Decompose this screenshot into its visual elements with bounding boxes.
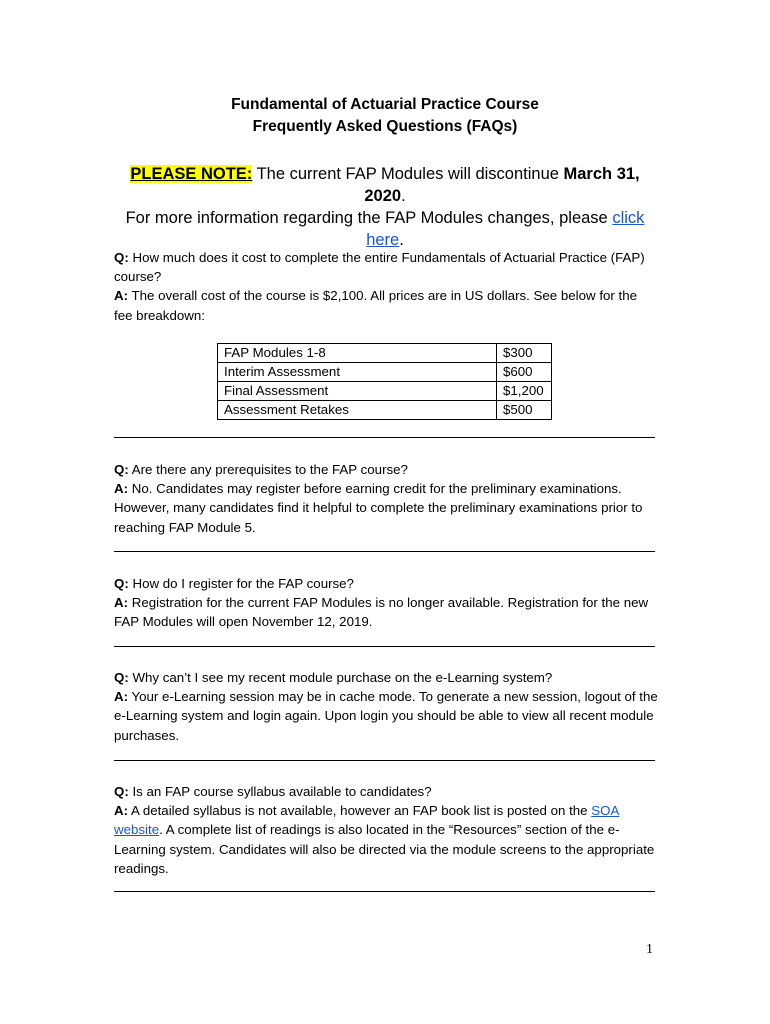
faq-question: Is an FAP course syllabus available to candidates? [128,784,432,799]
fee-price: $500 [497,401,552,420]
fee-breakdown-table [217,343,552,420]
table-row [218,401,552,420]
faq-question: Why can’t I see my recent module purchase on the e-Learning system? [128,670,553,685]
discontinuation-notice: PLEASE NOTE: The current FAP Modules will discontinue March 31, 2020. For more information regarding the FAP Modules changes, please click here. [125,165,645,249]
fee-price: $300 [497,344,552,363]
section-divider [114,551,655,552]
document-title: Fundamental of Actuarial Practice Course [231,96,539,113]
faq-answer: Registration for the current FAP Modules is no longer available. Registration for the new FAP Modules will open November 12, 2019. [114,595,649,630]
table-row [218,363,552,382]
faq-answer: The overall cost of the course is $2,100. All prices are in US dollars. See below for the fee breakdown: [114,288,638,323]
fee-price: $1,200 [497,382,552,401]
faq-question: How do I register for the FAP course? [128,576,354,591]
fee-item: Interim Assessment [218,363,497,382]
faq-question: Are there any prerequisites to the FAP course? [128,462,408,477]
faq-item: Q: Why can’t I see my recent module purchase on the e-Learning system? A: Your e-Learning session may be in cache mode. To generate a new session, logout of the e-Learning system and login again. Upon login you should be able to view all recent module purchases. [114,670,658,743]
soa-website-link[interactable]: SOA website [114,803,620,838]
fee-item: FAP Modules 1-8 [218,344,497,363]
fee-item: Assessment Retakes [218,401,497,420]
section-divider [114,760,655,761]
faq-item: Q: Are there any prerequisites to the FAP course? A: No. Candidates may register before earning credit for the preliminary examinations. However, many candidates find it helpful to complete the preliminary examinations prior to reaching FAP Module 5. [114,462,643,535]
page-number: 1 [646,942,653,957]
section-divider [114,437,655,438]
notice-label: PLEASE NOTE: [130,165,253,183]
click-here-link[interactable]: click here [366,209,645,249]
table-row [218,344,552,363]
faq-item: Q: How much does it cost to complete the entire Fundamentals of Actuarial Practice (FAP) course? A: The overall cost of the course is $2,100. All prices are in US dollars. See below for the fee breakdown: [114,250,645,323]
faq-question: How much does it cost to complete the entire Fundamentals of Actuarial Practice (FAP) course? [114,250,645,285]
faq-answer: Your e-Learning session may be in cache mode. To generate a new session, logout of the e-Learning system and login again. Upon login you should be able to view all recent module purchases. [114,689,658,743]
notice-text: The current FAP Modules will discontinue [252,165,564,183]
fee-price: $600 [497,363,552,382]
section-divider [114,646,655,647]
notice-date: March 31, 2020 [364,165,640,205]
notice-more-info: For more information regarding the FAP Modules changes, please [125,209,613,227]
document-subtitle: Frequently Asked Questions (FAQs) [252,118,518,135]
faq-item: Q: How do I register for the FAP course? A: Registration for the current FAP Modules is no longer available. Registration for the new FAP Modules will open November 12, 2019. [114,576,649,630]
faq-item: Q: Is an FAP course syllabus available to candidates? A: A detailed syllabus is not available, however an FAP book list is posted on the SOA website. A complete list of readings is also located in the “Resources” section of the e-Learning system. Candidates will also be directed via the module screens to the appropriate readings. [114,784,655,876]
faq-answer: No. Candidates may register before earning credit for the preliminary examinations. However, many candidates find it helpful to complete the preliminary examinations prior to reaching FAP Module 5. [114,481,643,535]
section-divider [114,891,655,892]
table-row [218,382,552,401]
fee-item: Final Assessment [218,382,497,401]
faq-answer: A detailed syllabus is not available, however an FAP book list is posted on the [128,803,592,819]
